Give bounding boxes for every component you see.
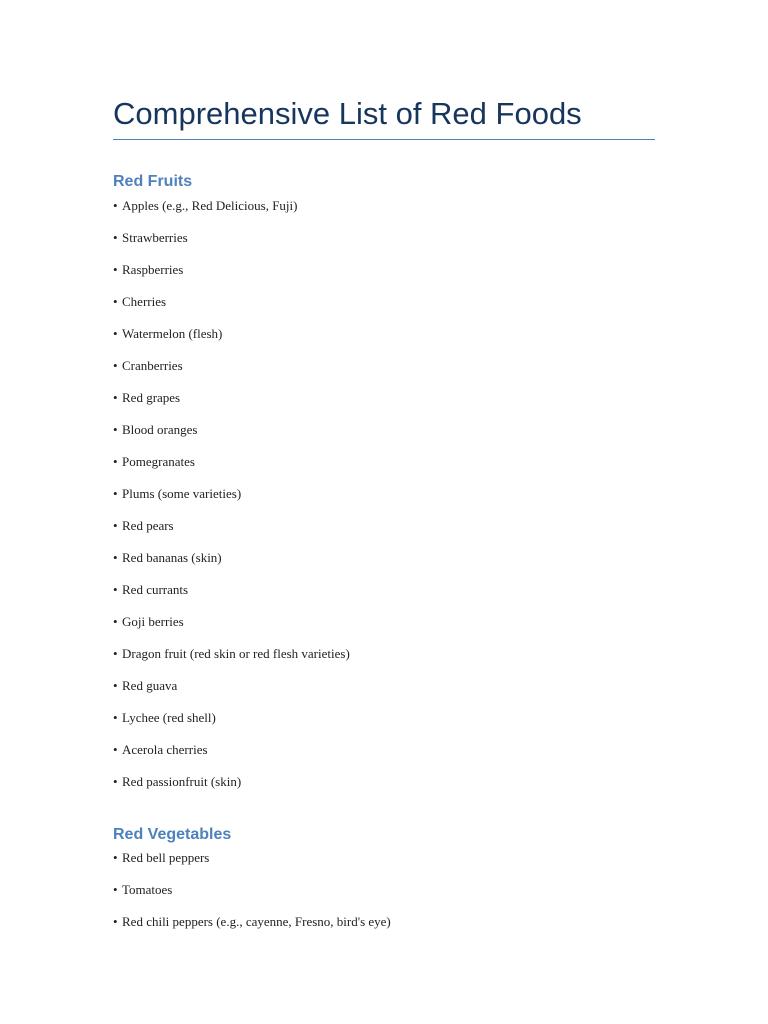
list-item: • Plums (some varieties) xyxy=(113,486,242,501)
list-item: • Red grapes xyxy=(113,390,181,405)
list-item: • Acerola cherries xyxy=(113,742,208,757)
bullet-icon: • xyxy=(113,390,118,405)
list-item: • Red guava xyxy=(113,678,178,693)
list-item: • Red chili peppers (e.g., cayenne, Fresno, bird's eye) xyxy=(113,914,391,929)
bullet-icon: • xyxy=(113,518,118,533)
list-item: • Red bananas (skin) xyxy=(113,550,222,565)
bullet-icon: • xyxy=(113,454,118,469)
bullet-icon: • xyxy=(113,550,118,565)
bullet-icon: • xyxy=(113,678,118,693)
page-title: Comprehensive List of Red Foods xyxy=(113,96,582,131)
list-item: • Blood oranges xyxy=(113,422,198,437)
bullet-icon: • xyxy=(113,294,118,309)
list-item: • Raspberries xyxy=(113,262,184,277)
list-item: • Watermelon (flesh) xyxy=(113,326,223,341)
list-item: • Red bell peppers xyxy=(113,850,210,865)
list-item: • Red passionfruit (skin) xyxy=(113,774,242,789)
bullet-icon: • xyxy=(113,326,118,341)
list-item: • Pomegranates xyxy=(113,454,195,469)
title-underline xyxy=(113,139,655,140)
list-item: • Red pears xyxy=(113,518,174,533)
bullet-icon: • xyxy=(113,198,118,213)
list-item: • Tomatoes xyxy=(113,882,173,897)
bullet-icon: • xyxy=(113,742,118,757)
bullet-icon: • xyxy=(113,710,118,725)
bullet-icon: • xyxy=(113,646,118,661)
section-heading-red-vegetables: Red Vegetables xyxy=(113,826,232,843)
bullet-icon: • xyxy=(113,914,118,929)
list-item: • Lychee (red shell) xyxy=(113,710,216,725)
bullet-icon: • xyxy=(113,882,118,897)
bullet-icon: • xyxy=(113,582,118,597)
bullet-icon: • xyxy=(113,230,118,245)
bullet-icon: • xyxy=(113,614,118,629)
list-item: • Red currants xyxy=(113,582,189,597)
bullet-icon: • xyxy=(113,262,118,277)
list-item: • Goji berries xyxy=(113,614,184,629)
bullet-icon: • xyxy=(113,422,118,437)
list-item: • Apples (e.g., Red Delicious, Fuji) xyxy=(113,198,298,213)
section-heading-red-fruits: Red Fruits xyxy=(113,173,193,190)
list-item: • Strawberries xyxy=(113,230,188,245)
list-item: • Dragon fruit (red skin or red flesh varieties) xyxy=(113,646,350,661)
list-item: • Cherries xyxy=(113,294,167,309)
list-item: • Cranberries xyxy=(113,358,183,373)
red-vegetables-list xyxy=(113,849,391,945)
bullet-icon: • xyxy=(113,774,118,789)
red-fruits-list xyxy=(113,197,350,805)
bullet-icon: • xyxy=(113,850,118,865)
bullet-icon: • xyxy=(113,358,118,373)
bullet-icon: • xyxy=(113,486,118,501)
